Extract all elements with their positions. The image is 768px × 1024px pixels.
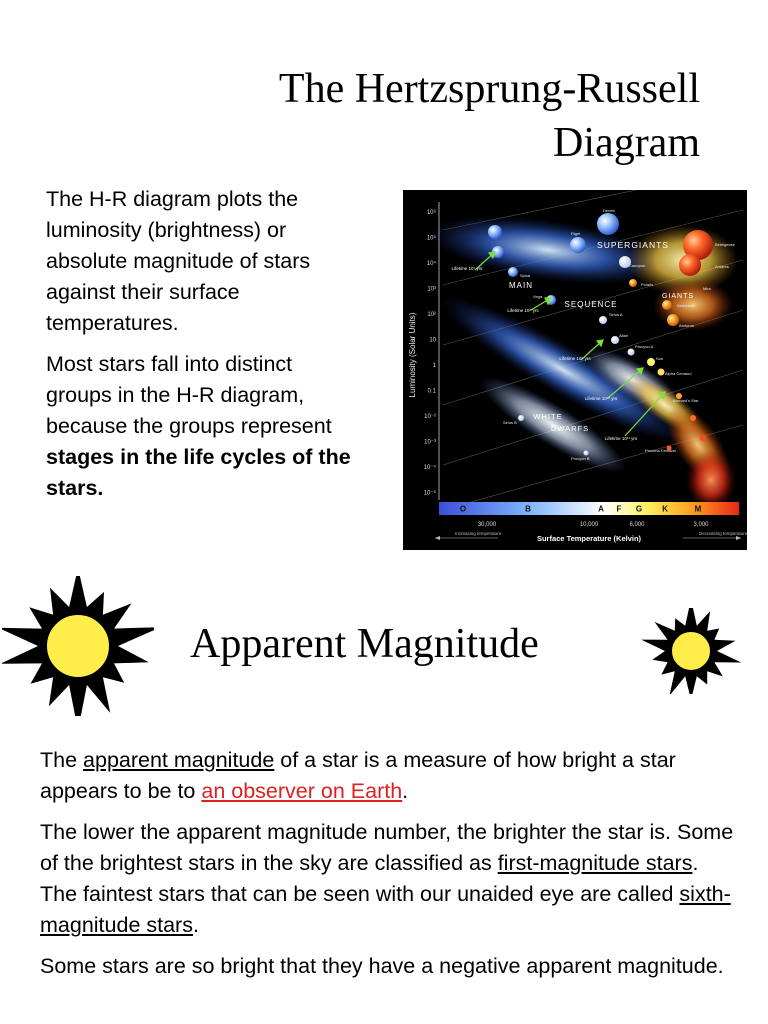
star-polaris — [629, 279, 637, 287]
star-name: Sirius B — [503, 420, 517, 425]
y-tick: 10² — [427, 312, 436, 318]
star-procyon-a — [628, 349, 635, 356]
sixth-magnitude-term: sixth-magnitude stars — [40, 882, 731, 937]
p2-text-2: . The faintest stars that can be seen with our unaided eye are called — [40, 851, 699, 906]
section-title: Apparent Magnitude — [190, 621, 539, 667]
spectral-class: B — [525, 504, 531, 514]
lifetime-label: Lifetime 10¹¹ yrs — [604, 436, 638, 441]
y-tick: 1 — [432, 363, 436, 369]
white-label: WHITE — [533, 412, 563, 421]
star-altair — [611, 336, 619, 344]
p2-text-1: The lower the apparent magnitude number, the brighter the star is. Some of the brightest stars in the sky are classified as — [40, 820, 734, 875]
giants-label: GIANTS — [661, 293, 695, 300]
star-name: Rigel — [571, 231, 581, 236]
paragraph-2 — [40, 817, 740, 941]
spectral-class: K — [662, 504, 668, 514]
star-aldebaran — [662, 300, 672, 310]
temperature-tick: 10,000 — [579, 522, 599, 528]
star-name: Antares — [715, 264, 729, 269]
y-tick: 10⁻⁴ — [423, 465, 436, 471]
star-antares — [679, 254, 701, 276]
star-name: Spica — [520, 273, 531, 278]
star-deneb — [597, 213, 619, 235]
y-tick: 10⁴ — [426, 261, 436, 267]
star-name: Proxima Centauri — [645, 448, 676, 453]
lifetime-label: Lifetime 10⁸ yrs — [507, 308, 539, 313]
intro-paragraph-2-text: Most stars fall into distinct groups in the H-R diagram, because the groups represent — [46, 352, 332, 438]
star-sun — [647, 358, 655, 366]
spectral-class: M — [694, 504, 702, 514]
temperature-tick: 30,000 — [477, 522, 497, 528]
star-name: Betelgeuse — [715, 242, 736, 247]
star-name: Aldebaran — [677, 303, 696, 308]
p1-text-2: of a star is a measure of how bright a star appears to be to — [40, 748, 676, 803]
p1-text-1: The — [40, 748, 84, 772]
star-name: Alpha Centauri — [665, 371, 692, 376]
y-tick: 0.1 — [427, 388, 436, 395]
supergiants-label: SUPERGIANTS — [597, 240, 669, 250]
spectral-class: G — [635, 504, 643, 514]
y-axis-label: Luminosity (Solar Units) — [408, 312, 417, 398]
star-procyon-b — [584, 451, 589, 456]
spectral-class: O — [459, 504, 467, 514]
temperature-tick: 3,000 — [693, 522, 709, 528]
star-name: Procyon A — [635, 344, 654, 349]
paragraph-1 — [40, 745, 740, 807]
star-name: Vega — [533, 294, 543, 299]
sun-icon-left — [2, 576, 154, 716]
apparent-magnitude-term: apparent magnitude — [83, 748, 275, 772]
star-name: Procyon B — [571, 456, 590, 461]
intro-text — [46, 184, 356, 514]
lifetime-label: Lifetime 10⁷ yrs — [451, 266, 483, 271]
star-name: Barnard's Star — [673, 398, 699, 403]
y-tick: 10⁻² — [424, 414, 436, 420]
y-tick: 10⁶ — [426, 210, 436, 216]
star-name: Altair — [619, 333, 629, 338]
intro-paragraph-1: The H-R diagram plots the luminosity (brightness) or absolute magnitude of stars against their surface temperatures. — [46, 187, 311, 335]
star-spica — [508, 267, 518, 277]
star-barnards — [690, 415, 696, 421]
star-name: Deneb — [603, 208, 615, 213]
y-tick: 10⁻³ — [424, 439, 436, 446]
apparent-magnitude-text — [40, 745, 740, 992]
observer-on-earth-term: an observer on Earth — [201, 779, 403, 803]
star-rigel — [570, 237, 586, 253]
hr-diagram-image — [403, 190, 747, 550]
first-magnitude-term: first-magnitude stars — [497, 851, 693, 875]
y-tick: 10 — [429, 337, 436, 344]
x-axis-label: Surface Temperature (Kelvin) — [536, 534, 642, 543]
star-name: Arcturus — [679, 323, 694, 328]
left-arrow-label: Increasing temperature — [455, 531, 502, 536]
lifetime-label: Lifetime 10¹⁰ yrs — [584, 396, 618, 401]
star-name: Canopus — [629, 263, 646, 268]
star-name: Sirius A — [609, 312, 623, 317]
star-sirius-a — [599, 316, 607, 324]
star-name: Sun — [656, 356, 664, 361]
star-alpha-centauri — [658, 369, 665, 376]
star-name: Polaris — [641, 282, 654, 287]
y-tick: 10³ — [427, 286, 436, 293]
y-tick: 10⁵ — [426, 235, 436, 242]
sequence-label: SEQUENCE — [564, 300, 618, 309]
y-tick: 10⁻⁵ — [423, 490, 436, 497]
sun-icon-right — [640, 608, 742, 694]
intro-paragraph-2 — [46, 349, 356, 504]
spectral-class: F — [616, 504, 622, 514]
star-arcturus — [667, 314, 679, 326]
right-arrow-label: Decreasing temperature — [699, 531, 747, 536]
star-sirius-b — [518, 415, 524, 421]
star-name: Mira — [703, 286, 711, 291]
p2-text-3: . — [192, 913, 199, 937]
dwarfs-label: DWARFS — [550, 424, 590, 433]
lifetime-label: Lifetime 10⁹ yrs — [559, 356, 591, 361]
p1-text-3: . — [402, 779, 409, 803]
intro-paragraph-2-bold: stages in the life cycles of the stars. — [46, 445, 351, 500]
temperature-tick: 6,000 — [629, 522, 645, 528]
page-title: The Hertzsprung-Russell Diagram — [278, 66, 700, 166]
main-label: MAIN — [509, 281, 533, 290]
paragraph-3: Some stars are so bright that they have a negative apparent magnitude. — [40, 954, 724, 978]
spectral-class: A — [598, 504, 604, 514]
